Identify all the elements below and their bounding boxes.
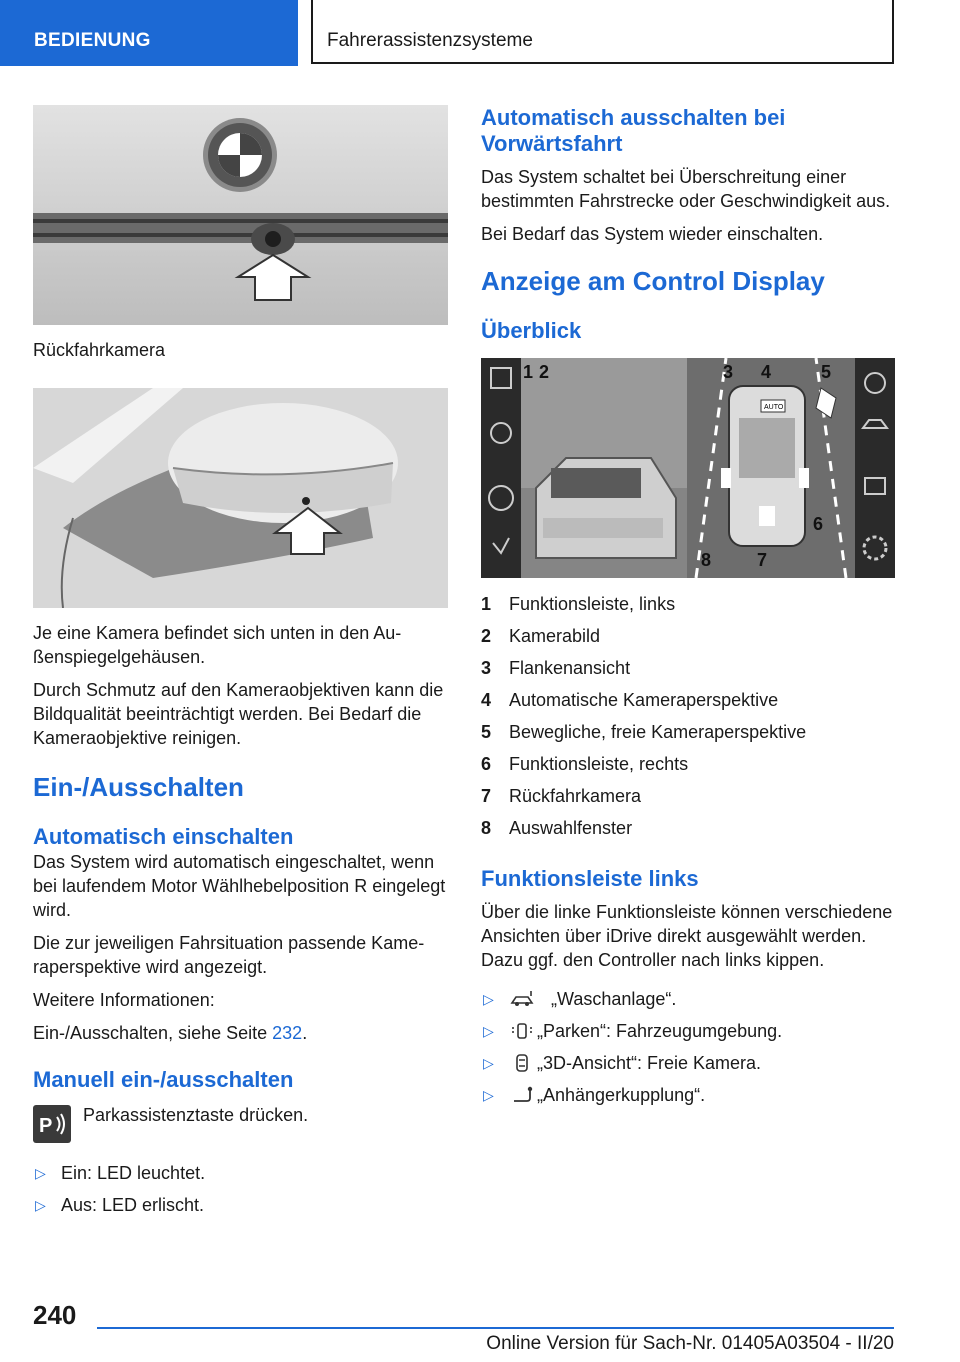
- left-column: [33, 105, 448, 1225]
- para-more-info: Weitere Informationen:: [33, 990, 215, 1010]
- bullet-triangle-icon: ▷: [483, 1087, 494, 1103]
- right-column: [481, 105, 895, 1115]
- list-item: 2 Kamerabild: [481, 626, 601, 646]
- list-item: ▷ „Anhängerkupplung“.: [483, 1085, 706, 1105]
- 3d-view-icon: [509, 1053, 535, 1073]
- list-item: ▷ Ein: LED leuchtet.: [35, 1163, 206, 1183]
- heading-vorwaertsfahrt: Automatisch ausschalten bei Vorwärtsfahrt: [481, 105, 786, 156]
- heading-manuell: Manuell ein-/ausschalten: [33, 1067, 294, 1092]
- page-number: 240: [33, 1300, 77, 1330]
- rear-camera-photo: [33, 105, 448, 325]
- callout-2: 2: [539, 362, 550, 382]
- bullet-triangle-icon: ▷: [483, 991, 494, 1007]
- para-dirt: Durch Schmutz auf den Kameraobjektiven kann die Bildqualität beeinträchtigt werden. Bei Bedarf die Kameraobjektive reinigen.: [33, 680, 444, 748]
- park-assist-instruction: Parkassistenztaste drücken.: [83, 1105, 309, 1125]
- para-see-page: Ein-/Ausschalten, siehe Seite 232.: [33, 1023, 308, 1043]
- washer-icon: [509, 989, 535, 1009]
- list-item: 3 Flankenansicht: [481, 658, 631, 678]
- auto-badge: AUTO: [764, 404, 784, 411]
- heading-ueberblick: Überblick: [481, 318, 582, 343]
- chapter-title: Fahrerassistenzsysteme: [327, 30, 533, 51]
- park-assist-button-row: [33, 1103, 448, 1147]
- list-item: ▷ Aus: LED erlischt.: [35, 1195, 205, 1215]
- list-item: 1 Funktionsleiste, links: [481, 594, 676, 614]
- para-funktionsleiste: Über die linke Funktionsleiste können verschiedene Ansichten über iDrive direkt ausgewählt werden. Dazu ggf. den Controller nach links kippen.: [481, 902, 893, 970]
- parking-icon: [509, 1021, 535, 1041]
- list-item: 7 Rückfahrkamera: [481, 786, 642, 806]
- para-perspective: Die zur jeweiligen Fahrsituation passende Kameraperspektive wird angezeigt.: [33, 933, 425, 977]
- callout-7: 7: [757, 550, 768, 570]
- list-item: ▷ „Parken“: Fahrzeugumgebung.: [483, 1021, 783, 1041]
- bullet-triangle-icon: ▷: [483, 1023, 494, 1039]
- svg-text:P: P: [39, 1115, 53, 1137]
- footer-divider: [97, 1327, 894, 1329]
- callout-5: 5: [821, 362, 832, 382]
- list-item: 4 Automatische Kameraperspektive: [481, 690, 779, 710]
- heading-anzeige: Anzeige am Control Display: [481, 266, 825, 296]
- list-item: ▷ „Waschanlage“.: [483, 989, 677, 1009]
- bullet-triangle-icon: ▷: [483, 1055, 494, 1071]
- list-item: ▷ „3D-Ansicht“: Freie Kamera.: [483, 1053, 762, 1073]
- caption-rear-camera: Rückfahrkamera: [33, 340, 166, 360]
- list-item: 8 Auswahlfenster: [481, 818, 633, 838]
- mirror-camera-photo: [33, 388, 448, 608]
- heading-automatisch-einschalten: Automatisch einschalten: [33, 824, 294, 849]
- footer-online-version: Online Version für Sach-Nr. 01405A03504 - II/20: [486, 1333, 894, 1354]
- list-item: 5 Bewegliche, freie Kameraperspektive: [481, 722, 807, 742]
- section-title: BEDIENUNG: [34, 30, 151, 51]
- para-auto-on: Das System wird automatisch eingeschaltet, wenn bei laufendem Motor Wählhebelposition R eingelegt wird.: [33, 852, 446, 920]
- heading-funktionsleiste: Funktionsleiste links: [481, 866, 699, 891]
- control-display-image: [481, 358, 895, 578]
- section-tab: [0, 0, 298, 66]
- para-mirror-cameras: Je eine Kamera befindet sich unten in den Außenspiegelgehäusen.: [33, 623, 402, 667]
- trailer-hitch-icon: [509, 1085, 535, 1105]
- callout-1: 1: [523, 362, 534, 382]
- list-item: 6 Funktionsleiste, rechts: [481, 754, 689, 774]
- heading-ein-ausschalten: Ein-/Ausschalten: [33, 772, 244, 802]
- para-reenable: Bei Bedarf das System wieder einschalten.: [481, 224, 824, 244]
- para-auto-off: Das System schaltet bei Überschreitung einer bestimmten Fahrstrecke oder Geschwindigkeit aus.: [481, 167, 891, 211]
- park-assist-button-icon: [33, 1105, 71, 1143]
- bullet-triangle-icon: ▷: [35, 1197, 46, 1213]
- chapter-header: [311, 0, 894, 64]
- callout-6: 6: [813, 514, 824, 534]
- callout-4: 4: [761, 362, 772, 382]
- callout-3: 3: [723, 362, 734, 382]
- legend-list: [481, 592, 895, 848]
- bullet-triangle-icon: ▷: [35, 1165, 46, 1181]
- page-link[interactable]: 232: [272, 1023, 303, 1043]
- callout-8: 8: [701, 550, 712, 570]
